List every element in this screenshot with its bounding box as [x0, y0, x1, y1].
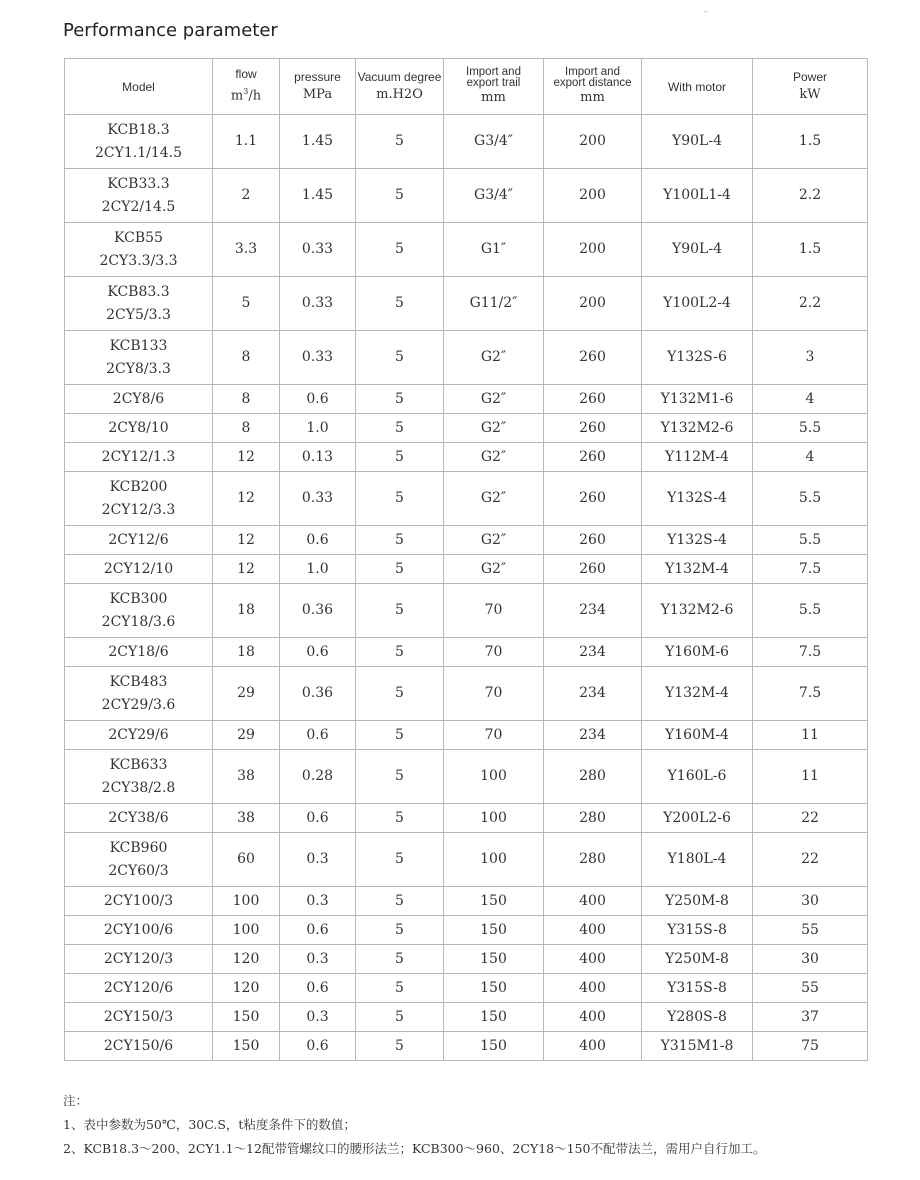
cell-distance: 260 [544, 385, 642, 414]
cell-trail: 100 [444, 804, 544, 833]
cell-distance: 234 [544, 584, 642, 638]
cell-power: 7.5 [753, 667, 868, 721]
cell-vacuum: 5 [356, 750, 444, 804]
table-row [65, 526, 868, 555]
cell-flow: 3.3 [213, 223, 280, 277]
cell-model [65, 721, 213, 750]
cell-flow: 12 [213, 443, 280, 472]
performance-table [64, 58, 868, 1061]
cell-trail: 70 [444, 584, 544, 638]
cell-flow: 12 [213, 472, 280, 526]
table-row [65, 169, 868, 223]
model-line: 2CY12/6 [108, 531, 169, 548]
cell-vacuum: 5 [356, 916, 444, 945]
cell-vacuum: 5 [356, 555, 444, 584]
cell-trail: 150 [444, 1003, 544, 1032]
cell-distance: 400 [544, 1003, 642, 1032]
cell-pressure: 0.33 [280, 331, 356, 385]
cell-power: 55 [753, 916, 868, 945]
table-row [65, 1032, 868, 1061]
cell-model [65, 804, 213, 833]
model-line: KCB83.3 [107, 283, 170, 300]
model-line: 2CY18/3.6 [101, 613, 176, 630]
cell-flow: 8 [213, 385, 280, 414]
cell-motor: Y100L2-4 [642, 277, 753, 331]
cell-trail: G2″ [444, 472, 544, 526]
model-line: 2CY60/3 [108, 862, 169, 879]
cell-distance: 234 [544, 667, 642, 721]
model-line: 2CY8/10 [108, 419, 169, 436]
cell-distance: 400 [544, 945, 642, 974]
cell-model [65, 115, 213, 169]
table-row [65, 555, 868, 584]
cell-power: 1.5 [753, 115, 868, 169]
table-row [65, 887, 868, 916]
cell-vacuum: 5 [356, 887, 444, 916]
col-header-motor: With motor [642, 59, 753, 115]
cell-vacuum: 5 [356, 223, 444, 277]
cell-pressure: 1.0 [280, 555, 356, 584]
cell-motor: Y132M1-6 [642, 385, 753, 414]
cell-trail: 150 [444, 887, 544, 916]
cell-motor: Y180L-4 [642, 833, 753, 887]
cell-distance: 260 [544, 472, 642, 526]
cell-distance: 200 [544, 169, 642, 223]
model-line: KCB55 [114, 229, 163, 246]
cell-power: 4 [753, 443, 868, 472]
model-line: 2CY100/3 [103, 892, 174, 909]
cell-pressure: 0.6 [280, 1032, 356, 1061]
cell-distance: 280 [544, 804, 642, 833]
cell-vacuum: 5 [356, 721, 444, 750]
cell-trail: 70 [444, 721, 544, 750]
table-row [65, 414, 868, 443]
cell-model [65, 1032, 213, 1061]
cell-flow: 12 [213, 555, 280, 584]
cell-model [65, 472, 213, 526]
cell-vacuum: 5 [356, 584, 444, 638]
cell-flow: 29 [213, 667, 280, 721]
cell-model [65, 331, 213, 385]
table-row [65, 115, 868, 169]
cell-distance: 260 [544, 526, 642, 555]
model-line: 2CY12/3.3 [101, 501, 176, 518]
cell-power: 11 [753, 721, 868, 750]
cell-power: 5.5 [753, 526, 868, 555]
cell-vacuum: 5 [356, 833, 444, 887]
cell-power: 5.5 [753, 414, 868, 443]
cell-power: 11 [753, 750, 868, 804]
cell-pressure: 0.3 [280, 833, 356, 887]
model-line: 2CY120/6 [103, 979, 174, 996]
col-header-flow: flow $m^3/h$ [213, 59, 280, 115]
cell-vacuum: 5 [356, 526, 444, 555]
cell-pressure: 1.45 [280, 169, 356, 223]
model-line: KCB18.3 [107, 121, 170, 138]
cell-power: 7.5 [753, 555, 868, 584]
cell-flow: 29 [213, 721, 280, 750]
model-line: 2CY12/1.3 [101, 448, 176, 465]
cell-model [65, 750, 213, 804]
cell-motor: Y160M-4 [642, 721, 753, 750]
cell-vacuum: 5 [356, 1003, 444, 1032]
cell-model [65, 223, 213, 277]
cell-trail: G3/4″ [444, 115, 544, 169]
cell-flow: 8 [213, 331, 280, 385]
cell-pressure: 0.36 [280, 584, 356, 638]
col-header-pressure: pressure MPa [280, 59, 356, 115]
cell-model [65, 887, 213, 916]
cell-motor: Y100L1-4 [642, 169, 753, 223]
table-row [65, 945, 868, 974]
cell-trail: G1″ [444, 223, 544, 277]
cell-distance: 200 [544, 277, 642, 331]
cell-trail: G2″ [444, 526, 544, 555]
cell-vacuum: 5 [356, 385, 444, 414]
cell-pressure: 0.6 [280, 638, 356, 667]
model-line: 2CY18/6 [108, 643, 169, 660]
cell-vacuum: 5 [356, 638, 444, 667]
cell-pressure: 0.6 [280, 974, 356, 1003]
cell-flow: 120 [213, 974, 280, 1003]
cell-vacuum: 5 [356, 945, 444, 974]
table-row [65, 804, 868, 833]
cell-power: 30 [753, 887, 868, 916]
cell-trail: 100 [444, 750, 544, 804]
cell-model [65, 584, 213, 638]
model-line: 2CY29/3.6 [101, 696, 176, 713]
cell-distance: 234 [544, 721, 642, 750]
cell-distance: 234 [544, 638, 642, 667]
cell-motor: Y132M2-6 [642, 414, 753, 443]
cell-pressure: 0.6 [280, 916, 356, 945]
cell-model [65, 385, 213, 414]
cell-pressure: 0.3 [280, 1003, 356, 1032]
cell-motor: Y90L-4 [642, 115, 753, 169]
cell-motor: Y280S-8 [642, 1003, 753, 1032]
cell-model [65, 169, 213, 223]
header-row [65, 59, 868, 115]
table-row [65, 584, 868, 638]
cell-flow: 150 [213, 1003, 280, 1032]
notes-label: 注： [63, 1093, 89, 1108]
cell-vacuum: 5 [356, 414, 444, 443]
cell-model [65, 945, 213, 974]
cell-motor: Y132M2-6 [642, 584, 753, 638]
cell-power: 75 [753, 1032, 868, 1061]
model-line: 2CY8/6 [112, 390, 165, 407]
table-row [65, 331, 868, 385]
col-header-vacuum: Vacuum degree m.H2O [356, 59, 444, 115]
model-line: 2CY120/3 [103, 950, 174, 967]
cell-distance: 280 [544, 833, 642, 887]
cell-motor: Y132M-4 [642, 667, 753, 721]
model-line: 2CY12/10 [103, 560, 174, 577]
cell-motor: Y132M-4 [642, 555, 753, 584]
cell-motor: Y112M-4 [642, 443, 753, 472]
col-header-model: Model [65, 59, 213, 115]
cell-model [65, 667, 213, 721]
cell-vacuum: 5 [356, 667, 444, 721]
cell-pressure: 0.33 [280, 223, 356, 277]
cell-model [65, 833, 213, 887]
model-line: 2CY150/3 [103, 1008, 174, 1025]
model-line: KCB200 [109, 478, 168, 495]
table-row [65, 974, 868, 1003]
cell-pressure: 0.6 [280, 721, 356, 750]
cell-vacuum: 5 [356, 804, 444, 833]
cell-power: 30 [753, 945, 868, 974]
cell-vacuum: 5 [356, 443, 444, 472]
cell-trail: G2″ [444, 555, 544, 584]
cell-pressure: 0.33 [280, 277, 356, 331]
cell-pressure: 0.36 [280, 667, 356, 721]
cell-power: 7.5 [753, 638, 868, 667]
cell-power: 3 [753, 331, 868, 385]
cell-vacuum: 5 [356, 331, 444, 385]
cell-model [65, 443, 213, 472]
table-row [65, 667, 868, 721]
cell-flow: 38 [213, 804, 280, 833]
model-line: KCB633 [109, 756, 168, 773]
cell-flow: 120 [213, 945, 280, 974]
cell-pressure: 1.45 [280, 115, 356, 169]
cell-distance: 400 [544, 916, 642, 945]
cell-power: 22 [753, 833, 868, 887]
cell-distance: 200 [544, 223, 642, 277]
model-line: 2CY1.1/14.5 [94, 144, 182, 161]
cell-distance: 200 [544, 115, 642, 169]
cell-flow: 150 [213, 1032, 280, 1061]
model-line: 2CY2/14.5 [101, 198, 176, 215]
cell-motor: Y315S-8 [642, 974, 753, 1003]
cell-trail: 150 [444, 1032, 544, 1061]
cell-distance: 400 [544, 974, 642, 1003]
cell-power: 22 [753, 804, 868, 833]
cell-motor: Y250M-8 [642, 887, 753, 916]
cell-flow: 18 [213, 638, 280, 667]
model-line: KCB133 [109, 337, 168, 354]
note-item: 1、表中参数为50℃，30C.S，t粘度条件下的数值； [63, 1117, 356, 1132]
cell-pressure: 0.13 [280, 443, 356, 472]
cell-model [65, 974, 213, 1003]
cell-motor: Y160M-6 [642, 638, 753, 667]
cell-model [65, 277, 213, 331]
cell-trail: 70 [444, 667, 544, 721]
cell-pressure: 0.6 [280, 804, 356, 833]
cell-distance: 280 [544, 750, 642, 804]
cell-power: 2.2 [753, 169, 868, 223]
cell-trail: G3/4″ [444, 169, 544, 223]
cell-flow: 1.1 [213, 115, 280, 169]
model-line: 2CY38/6 [108, 809, 169, 826]
cell-pressure: 0.3 [280, 887, 356, 916]
model-line: 2CY8/3.3 [106, 360, 171, 377]
cell-model [65, 1003, 213, 1032]
cell-trail: G11/2″ [444, 277, 544, 331]
table-row [65, 833, 868, 887]
model-line: 2CY5/3.3 [106, 306, 171, 323]
col-header-trail: Import and export trail mm [444, 59, 544, 115]
cell-model [65, 638, 213, 667]
cell-trail: G2″ [444, 414, 544, 443]
table-row [65, 750, 868, 804]
cell-vacuum: 5 [356, 974, 444, 1003]
table-body [65, 115, 868, 1061]
cell-power: 5.5 [753, 472, 868, 526]
cell-motor: Y200L2-6 [642, 804, 753, 833]
cell-power: 1.5 [753, 223, 868, 277]
cell-model [65, 414, 213, 443]
cell-flow: 2 [213, 169, 280, 223]
cell-model [65, 555, 213, 584]
table-row [65, 385, 868, 414]
cell-vacuum: 5 [356, 277, 444, 331]
col-header-distance: Import and export distance mm [544, 59, 642, 115]
cell-vacuum: 5 [356, 115, 444, 169]
table-row [65, 638, 868, 667]
note-item: 2、KCB18.3～200、2CY1.1～12配带管螺纹口的腰形法兰；KCB300～960、2CY18～150不配带法兰，需用户自行加工。 [63, 1141, 766, 1156]
notes [63, 1089, 765, 1161]
cell-vacuum: 5 [356, 169, 444, 223]
col-header-power: Power kW [753, 59, 868, 115]
cell-motor: Y132S-4 [642, 472, 753, 526]
cell-trail: 150 [444, 916, 544, 945]
cell-motor: Y315S-8 [642, 916, 753, 945]
cell-flow: 5 [213, 277, 280, 331]
cell-motor: Y132S-6 [642, 331, 753, 385]
model-line: 2CY150/6 [103, 1037, 174, 1054]
table-row [65, 916, 868, 945]
cell-vacuum: 5 [356, 472, 444, 526]
cell-flow: 60 [213, 833, 280, 887]
cell-trail: G2″ [444, 331, 544, 385]
cell-distance: 400 [544, 887, 642, 916]
table-row [65, 277, 868, 331]
cell-trail: 100 [444, 833, 544, 887]
model-line: 2CY29/6 [108, 726, 169, 743]
cell-flow: 8 [213, 414, 280, 443]
model-line: 2CY38/2.8 [101, 779, 176, 796]
table-row [65, 1003, 868, 1032]
cell-trail: 150 [444, 974, 544, 1003]
model-line: 2CY100/6 [103, 921, 174, 938]
cell-flow: 100 [213, 887, 280, 916]
cell-power: 5.5 [753, 584, 868, 638]
scan-mark: ^ [703, 10, 709, 18]
cell-model [65, 526, 213, 555]
cell-flow: 38 [213, 750, 280, 804]
cell-distance: 260 [544, 331, 642, 385]
cell-power: 4 [753, 385, 868, 414]
table-row [65, 443, 868, 472]
cell-pressure: 0.28 [280, 750, 356, 804]
model-line: KCB300 [109, 590, 168, 607]
cell-motor: Y315M1-8 [642, 1032, 753, 1061]
cell-flow: 18 [213, 584, 280, 638]
model-line: KCB960 [109, 839, 168, 856]
cell-pressure: 0.6 [280, 385, 356, 414]
cell-distance: 260 [544, 555, 642, 584]
cell-pressure: 0.33 [280, 472, 356, 526]
cell-trail: 150 [444, 945, 544, 974]
model-line: KCB483 [109, 673, 168, 690]
cell-trail: G2″ [444, 443, 544, 472]
table-row [65, 721, 868, 750]
cell-motor: Y90L-4 [642, 223, 753, 277]
cell-distance: 260 [544, 443, 642, 472]
cell-power: 37 [753, 1003, 868, 1032]
model-line: 2CY3.3/3.3 [99, 252, 178, 269]
cell-power: 55 [753, 974, 868, 1003]
cell-pressure: 1.0 [280, 414, 356, 443]
cell-flow: 12 [213, 526, 280, 555]
cell-distance: 400 [544, 1032, 642, 1061]
cell-trail: G2″ [444, 385, 544, 414]
table-row [65, 472, 868, 526]
cell-motor: Y250M-8 [642, 945, 753, 974]
cell-pressure: 0.3 [280, 945, 356, 974]
model-line: KCB33.3 [107, 175, 170, 192]
cell-model [65, 916, 213, 945]
cell-pressure: 0.6 [280, 526, 356, 555]
cell-trail: 70 [444, 638, 544, 667]
cell-vacuum: 5 [356, 1032, 444, 1061]
cell-power: 2.2 [753, 277, 868, 331]
cell-motor: Y132S-4 [642, 526, 753, 555]
table-row [65, 223, 868, 277]
page-title: Performance parameter [63, 20, 278, 41]
cell-distance: 260 [544, 414, 642, 443]
cell-motor: Y160L-6 [642, 750, 753, 804]
cell-flow: 100 [213, 916, 280, 945]
